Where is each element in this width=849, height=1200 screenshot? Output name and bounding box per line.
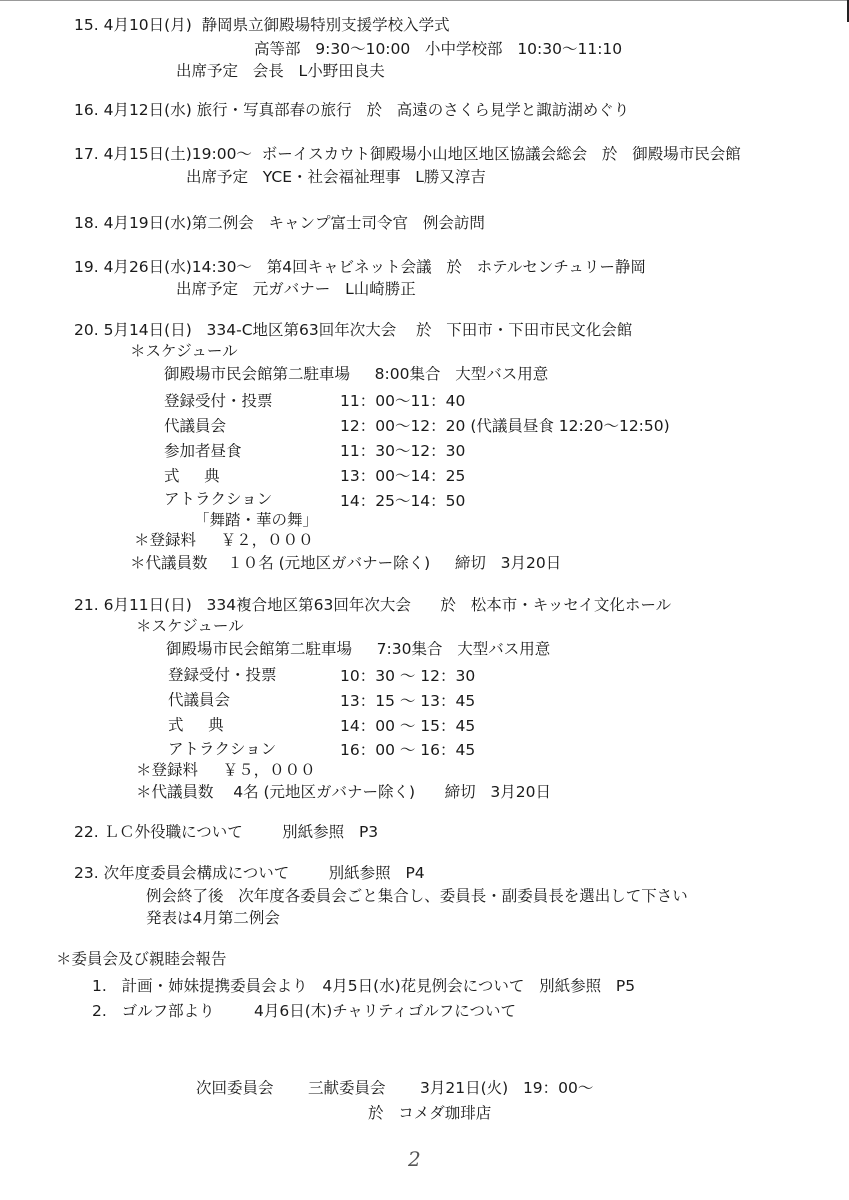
item-21-row-label: 登録受付・投票	[168, 666, 277, 684]
item-20-schedule-label: ＊スケジュール	[130, 342, 238, 360]
item-17-line1: 17. 4月15日(土)19:00〜 ボーイスカウト御殿場小山地区地区協議会総会 於 御殿場市民会館	[74, 145, 741, 163]
item-20-row-time: 11：30〜12：30	[340, 442, 466, 460]
item-20-fee: ＊登録料 ￥２，０００	[134, 531, 314, 549]
item-23-line2: 例会終了後 次年度各委員会ごと集合し、委員長・副委員長を選出して下さい	[146, 887, 688, 905]
next-meeting-line2: 於 コメダ珈琲店	[368, 1104, 492, 1122]
item-23-line1: 23. 次年度委員会構成について 別紙参照 P4	[74, 864, 425, 882]
item-20-row-label: 代議員会	[164, 417, 227, 435]
next-meeting-line1: 次回委員会 三献委員会 3月21日(火) 19：00〜	[196, 1079, 594, 1097]
item-20-attraction: 「舞踏・華の舞」	[194, 511, 319, 529]
item-19-line1: 19. 4月26日(水)14:30〜 第4回キャビネット会議 於 ホテルセンチュリー静岡	[74, 258, 646, 276]
item-20-row-time: 14：25〜14：50	[340, 492, 466, 510]
item-21-row-label: アトラクション	[168, 740, 277, 758]
item-21-schedule-label: ＊スケジュール	[136, 617, 244, 635]
item-20-row-label: アトラクション	[164, 490, 273, 508]
item-21-fee: ＊登録料 ￥５，０００	[136, 761, 316, 779]
item-21-row-time: 16：00 〜 16：45	[340, 741, 476, 759]
item-20-line1: 20. 5月14日(日) 334-C地区第63回年次大会 於 下田市・下田市民文化会館	[74, 321, 633, 339]
item-20-row-time: 11：00〜11：40	[340, 392, 466, 410]
item-23-line3: 発表は4月第二例会	[146, 909, 280, 927]
item-18-line1: 18. 4月19日(水)第二例会 キャンプ富士司令官 例会訪問	[74, 214, 485, 232]
item-20-row-label: 参加者昼食	[164, 442, 242, 460]
item-20-row-time: 13：00〜14：25	[340, 467, 466, 485]
item-21-row-label: 代議員会	[168, 691, 231, 709]
item-16-line1: 16. 4月12日(水) 旅行・写真部春の旅行 於 高遠のさくら見学と諏訪湖めぐり	[74, 101, 630, 119]
item-15-line2: 高等部 9:30〜10:00 小中学校部 10:30〜11:10	[254, 40, 623, 58]
item-20-delegates: ＊代議員数 １０名 (元地区ガバナー除く) 締切 3月20日	[130, 554, 562, 572]
item-20-row-label: 式 典	[164, 467, 220, 485]
item-20-row-time: 12：00〜12：20 (代議員昼食 12:20〜12:50)	[340, 417, 670, 435]
report-item: 1. 計画・姉妹提携委員会より 4月5日(水)花見例会について 別紙参照 P5	[92, 977, 636, 995]
item-20-row-label: 登録受付・投票	[164, 392, 273, 410]
item-22-line1: 22. ＬＣ外役職について 別紙参照 P3	[74, 823, 379, 841]
item-21-line1: 21. 6月11日(日) 334複合地区第63回年次大会 於 松本市・キッセイ文化ホール	[74, 596, 672, 614]
report-item: 2. ゴルフ部より 4月6日(木)チャリティゴルフについて	[92, 1002, 516, 1020]
item-17-line2: 出席予定 YCE・社会福祉理事 L勝又淳吉	[186, 168, 486, 186]
item-20-meeting: 御殿場市民会館第二駐車場 8:00集合 大型バス用意	[164, 365, 549, 383]
item-19-line2: 出席予定 元ガバナー L山崎勝正	[176, 280, 416, 298]
item-21-row-time: 13：15 〜 13：45	[340, 692, 476, 710]
item-15-line3: 出席予定 会長 L小野田良夫	[176, 62, 385, 80]
report-title: ＊委員会及び親睦会報告	[56, 950, 227, 968]
item-21-row-time: 14：00 〜 15：45	[340, 717, 476, 735]
item-15-line1: 15. 4月10日(月) 静岡県立御殿場特別支援学校入学式	[74, 16, 450, 34]
page-number: 2	[408, 1147, 421, 1171]
item-21-row-time: 10：30 〜 12：30	[340, 667, 476, 685]
item-21-meeting: 御殿場市民会館第二駐車場 7:30集合 大型バス用意	[166, 640, 551, 658]
item-21-delegates: ＊代議員数 4名 (元地区ガバナー除く) 締切 3月20日	[136, 783, 552, 801]
page-edge-top	[0, 0, 849, 1]
item-21-row-label: 式 典	[168, 716, 224, 734]
